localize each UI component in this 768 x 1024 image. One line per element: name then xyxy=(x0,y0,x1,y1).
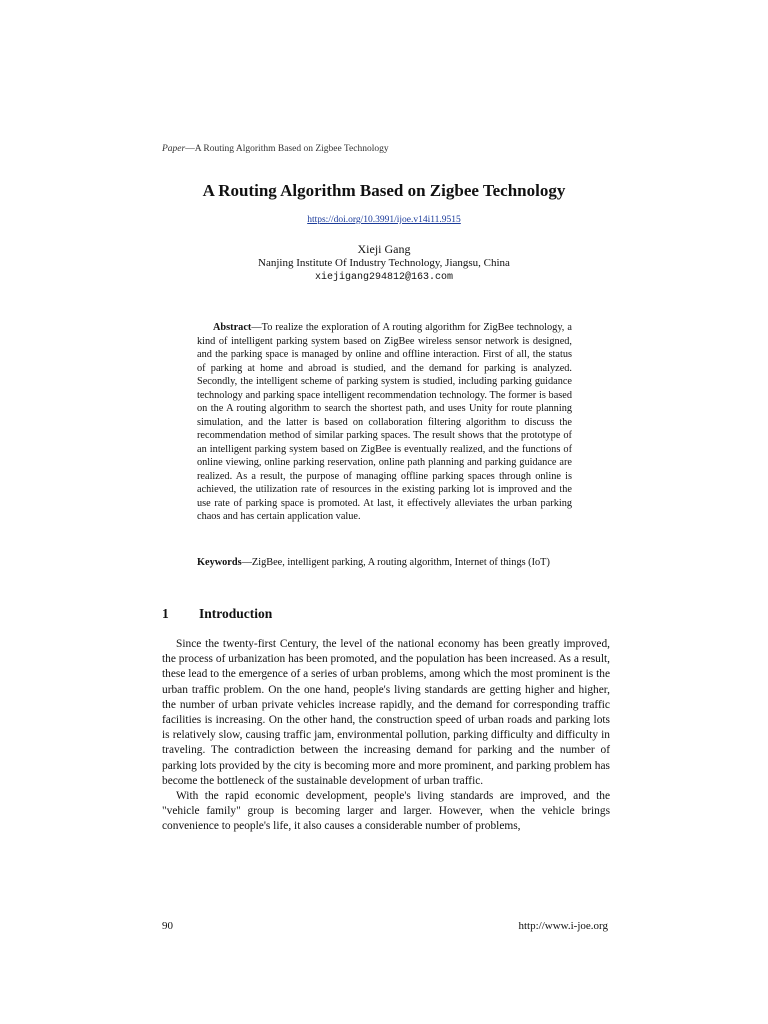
doi-link[interactable]: https://doi.org/10.3991/ijoe.v14i11.9515 xyxy=(307,215,461,225)
author-email: xiejigang294812@163.com xyxy=(314,272,454,283)
section-title: Introduction xyxy=(199,606,273,621)
journal-url: http://www.i-joe.org xyxy=(518,920,608,932)
paragraph: Since the twenty-first Century, the level of the national economy has been greatly improved, the process of urbanization has been promoted, and the population has been increased. As a result, these lead to the emergence of a series of urban problems, among which the most prominent is the urban traffic problem. On the one hand, people's living standards are getting higher and higher, the number of urban private vehicles increase rapidly, and the demand for corresponding traffic facilities is increasing. On the other hand, the construction speed of urban roads and parking lots is relatively slow, causing traffic jam, environmental pollution, parking difficulty and difficulty in traveling. The contradiction between the increasing demand for parking and the number of parking lots provided by the city is becoming more and more prominent, and parking problem has become the bottleneck of the sustainable development of urban traffic. xyxy=(162,638,610,787)
section-number: 1 xyxy=(162,606,169,621)
body-text xyxy=(162,637,610,835)
abstract-label: Abstract xyxy=(213,322,252,333)
running-head-label: Paper xyxy=(162,144,186,154)
running-head xyxy=(162,144,389,154)
author-affiliation: Nanjing Institute Of Industry Technology, Jiangsu, China xyxy=(258,257,510,269)
keywords-label: Keywords xyxy=(197,557,242,568)
running-head-title: —A Routing Algorithm Based on Zigbee Technology xyxy=(185,144,389,154)
paper-title: A Routing Algorithm Based on Zigbee Technology xyxy=(202,181,566,200)
abstract-text: —To realize the exploration of A routing algorithm for ZigBee technology, a kind of intelligent parking system based on ZigBee wireless sensor network is designed, and the parking space is managed by online and offline interaction. First of all, the status of parking at home and abroad is studied, and the demand for parking is analyzed. Secondly, the intelligent scheme of parking system is studied, including parking guidance technology and parking space intelligent recommendation technology. The former is based on the A routing algorithm to search the shortest path, and uses Unity for route planning simulation, and the latter is based on collaboration filtering algorithm to discuss the recommendation method of similar parking spaces. The result shows that the prototype of an intelligent parking system based on ZigBee is eventually realized, and the functions of online viewing, online parking reservation, online path planning and parking guidance are realized. As a result, the purpose of managing offline parking spaces through online is achieved, the utilization rate of resources in the existing parking lot is improved and the use rate of parking space is promoted. At last, it effectively alleviates the urban parking chaos and has certain application value. xyxy=(197,322,572,522)
section-heading xyxy=(162,606,272,622)
page-number: 90 xyxy=(162,920,173,932)
author-name: Xieji Gang xyxy=(357,242,411,256)
paragraph: With the rapid economic development, people's living standards are improved, and the "vehicle family" group is becoming larger and larger. However, when the vehicle brings convenience to people's life, it also causes a considerable number of problems, xyxy=(162,790,610,833)
keywords-text: —ZigBee, intelligent parking, A routing algorithm, Internet of things (IoT) xyxy=(241,557,550,568)
abstract xyxy=(197,321,572,524)
keywords xyxy=(197,556,572,570)
